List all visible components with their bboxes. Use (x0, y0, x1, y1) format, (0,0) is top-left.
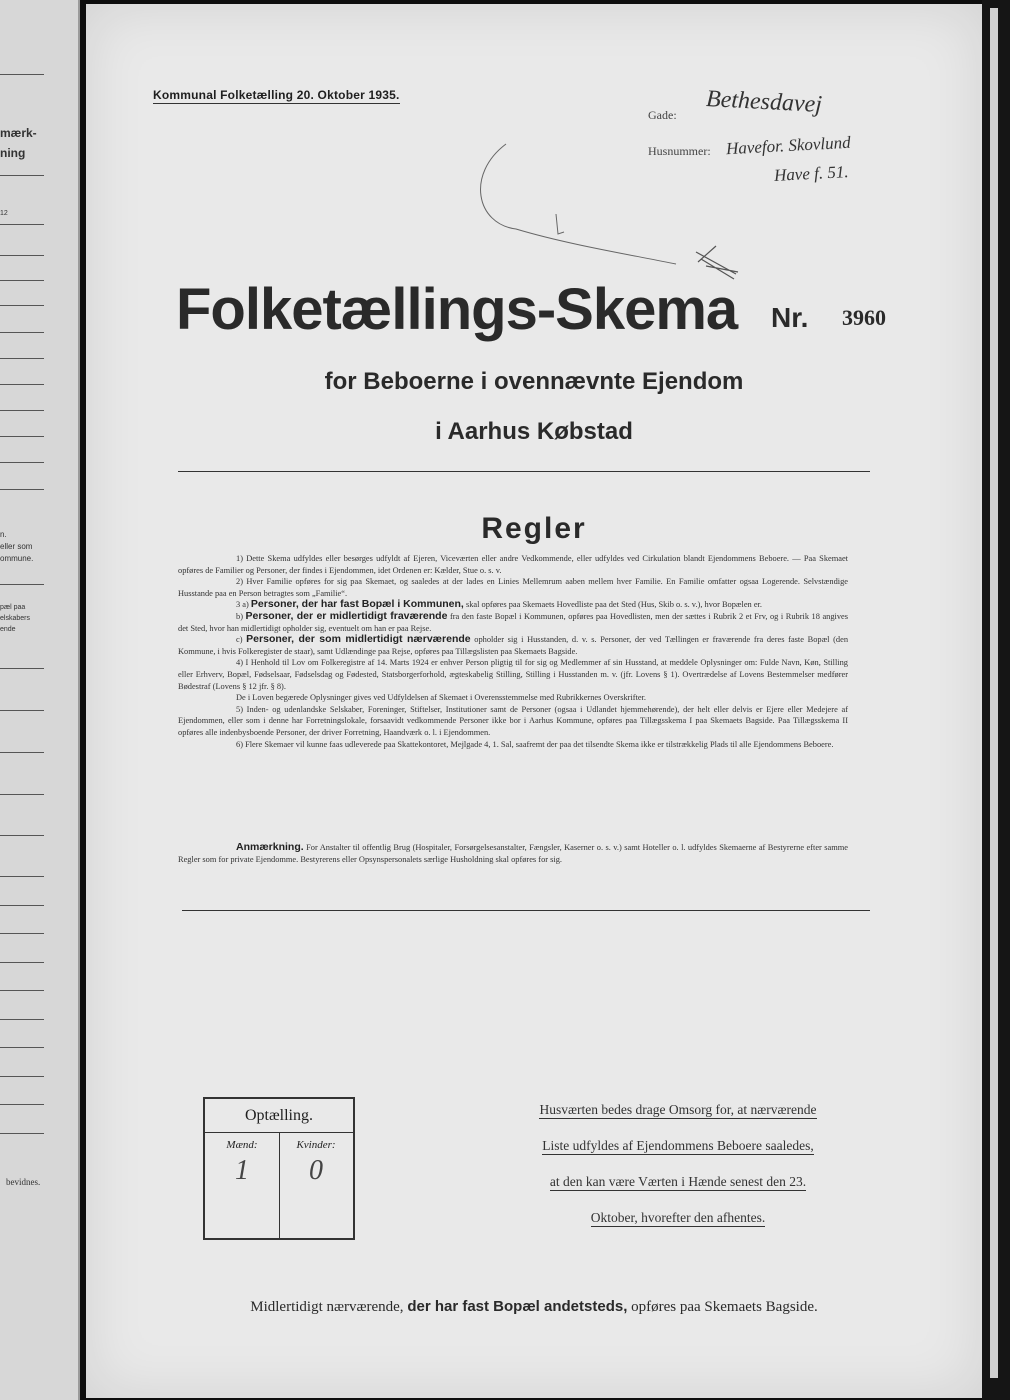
left-fragment: elskabers (0, 615, 30, 622)
remark-paragraph (178, 842, 848, 865)
divider (0, 255, 44, 256)
men-column (205, 1133, 280, 1238)
left-fragment: ning (0, 146, 26, 160)
form-number-value: 3960 (842, 305, 886, 330)
divider (0, 462, 44, 463)
divider (0, 962, 44, 963)
binding-strip (990, 8, 998, 1378)
form-title: Folketællings-Skema (176, 277, 738, 342)
divider (0, 436, 44, 437)
divider (0, 1104, 44, 1105)
tally-box (203, 1097, 355, 1240)
divider (0, 1047, 44, 1048)
rules-heading: Regler (481, 512, 587, 545)
landlord-notice-line: Oktober, hvorefter den afhentes. (590, 1210, 766, 1225)
footer-note: Midlertidigt nærværende, der har fast Bopæl andetsteds, opføres paa Skemaets Bagside. (250, 1298, 818, 1315)
pencil-scribble-marks (466, 134, 766, 294)
divider (0, 175, 44, 176)
divider (0, 584, 44, 585)
street-label: Gade: (648, 108, 677, 122)
rule-6: 6) Flere Skemaer vil kunne faas udleverede paa Skattekontoret, Mejlgade 4, 1. Sal, saafremt der paa det tilsendte Skema ikke er tilstrækkelig Plads til alle Ejendommens Beboere. (236, 739, 834, 749)
remark-text: For Anstalter til offentlig Brug (Hospitaler, Forsørgelsesanstalter, Fængsler, Kaserner o. s. v.) samt Hoteller o. l. udfyldes Skemaerne af Bestyrerne efter samme Regler som for private Ejendomme. Bestyrerens eller Opsynspersonalets særlige Husholdning skal opføres for sig. (178, 843, 848, 864)
divider (0, 668, 44, 669)
divider (0, 358, 44, 359)
left-fragment: eller som (0, 542, 33, 551)
women-label: Kvinder: (296, 1139, 336, 1151)
men-label: Mænd: (226, 1139, 258, 1151)
divider (0, 876, 44, 877)
women-column (279, 1133, 353, 1238)
divider (0, 990, 44, 991)
divider (0, 332, 44, 333)
tally-title: Optælling. (205, 1099, 353, 1133)
street-handwritten-value: Bethesdavej (705, 85, 823, 119)
house-number-label: Husnummer: (648, 144, 711, 158)
divider (0, 1076, 44, 1077)
left-fragment: n. (0, 530, 7, 539)
men-count: 1 (235, 1155, 249, 1186)
left-fragment: 12 (0, 210, 8, 217)
rule-3a: 3 a) Personer, der har fast Bopæl i Kommunen, skal opføres paa Skemaets Hovedliste paa det Sted (Hus, Skib o. s. v.), hvor Bopælen er. (236, 598, 762, 611)
left-facing-page (0, 0, 80, 1400)
divider (0, 835, 44, 836)
left-fragment: ende (0, 626, 16, 633)
divider (0, 710, 44, 711)
rule-3b: b) Personer, der er midlertidigt fraværende fra den faste Bopæl i Kommunen, opføres paa Hovedlisten, men der sættes i Rubrik 2 et Frv, og i Rubrik 18 angives det Sted, hvor han midlertidigt opholder sig, eventuelt om han er paa Rejse. (178, 609, 849, 633)
divider (0, 933, 44, 934)
form-subtitle: for Beboerne i ovennævnte Ejendom (324, 368, 744, 395)
women-count: 0 (309, 1155, 323, 1186)
left-fragment: bevidnes. (6, 1177, 41, 1187)
divider (0, 905, 44, 906)
form-municipality: i Aarhus Købstad (435, 418, 633, 445)
remark-heading: Anmærkning. (236, 841, 304, 853)
rule-5: 5) Inden- og udenlandske Selskaber, Foreninger, Stiftelser, Institutioner samt de Personer (ogsaa i Udlandet hjemmehørende), der helt eller delvis er Ejere eller Medejere af Ejendommen, eller som i denne har Forretningslokale, forsaavidt vedkommende Personer ikke bor i Aarhus Kommune, opføres paa Tillægsskema I paa Skemaets Bagside. Paa Tillægsskema II opføres alle indenbysboende Personer, der driver Forretning, Haandværk o. l. i Ejendommen. (178, 704, 848, 737)
landlord-notice-line: Husværten bedes drage Omsorg for, at nærværende (539, 1102, 817, 1117)
rules-body (178, 553, 848, 750)
divider (0, 794, 44, 795)
divider (0, 280, 44, 281)
rule-4: 4) I Henhold til Lov om Folkeregistre af 14. Marts 1924 er enhver Person pligtig til for sig og Medlemmer af sin Husstand, at meddele Oplysninger om: Fulde Navn, Køn, Stilling eller Erhverv, Bopæl, Fødselsaar, Fødselsdag og Fødested, Statsborgerforhold, ægteskabelig Stilling, Stilling i Husstanden m. v. (jfr. Lovens § 1). Overtrædelse af Lovens Bestemmelser medfører Bødestraf (Lovens § 12 jfr. § 8). (178, 658, 848, 691)
divider (0, 410, 44, 411)
top-rule (178, 471, 870, 472)
census-date-line: Kommunal Folketælling 20. Oktober 1935. (153, 88, 400, 102)
left-fragment: ommune. (0, 554, 34, 563)
census-form-sheet (86, 4, 982, 1398)
landlord-notice-line: Liste udfyldes af Ejendommens Beboere saaledes, (542, 1138, 814, 1153)
divider (0, 384, 44, 385)
divider (0, 224, 44, 225)
divider (0, 74, 44, 75)
binding-edge (982, 0, 1010, 1400)
divider (0, 305, 44, 306)
landlord-notice-line: at den kan være Værten i Hænde senest den 23. (549, 1174, 807, 1189)
rule-2: 2) Hver Familie opføres for sig paa Skemaet, og saaledes at der lades en Linies Mellemrum aaben mellem hver Familie. En Familie omfatter ogsaa Logerende. Selvstændige Husstande paa en Person betragtes som „Familie“. (178, 577, 848, 598)
rule-1: 1) Dette Skema udfyldes eller besørges udfyldt af Ejeren, Viceværten eller andre Vedkommende, eller udfyldes ved Cirkulation blandt Ejendommens Beboere. — Paa Skemaet opføres de Familier og Personer, der findes i Ejendommen, idet Ordenen er: Kælder, Stue o. s. v. (178, 554, 848, 575)
divider (0, 489, 44, 490)
rule-4b: De i Loven begærede Oplysninger gives ved Udfyldelsen af Skemaet i Overensstemmelse med Rubrikkernes Overskrifter. (236, 693, 647, 703)
divider (0, 1019, 44, 1020)
left-fragment: mærk- (0, 126, 37, 140)
bottom-rule (182, 910, 870, 911)
house-number-handwritten-line1: Havefor. Skovlund (725, 132, 852, 159)
rule-3c: c) Personer, der som midlertidigt nærværende opholder sig i Husstanden, d. v. s. Personer, der ved Tællingen er fraværende fra deres faste Bopæl (den Kommune, i hvis Folkeregister de staar), samt Udlændinge paa Rejse, opføres paa Tillægslisten paa Skemaets Bagside. (178, 633, 849, 656)
left-fragment: pæl paa (0, 604, 26, 611)
house-number-handwritten-line2: Have f. 51. (773, 162, 850, 185)
divider (0, 752, 44, 753)
divider (0, 1133, 44, 1134)
form-number-label: Nr. (771, 302, 809, 333)
